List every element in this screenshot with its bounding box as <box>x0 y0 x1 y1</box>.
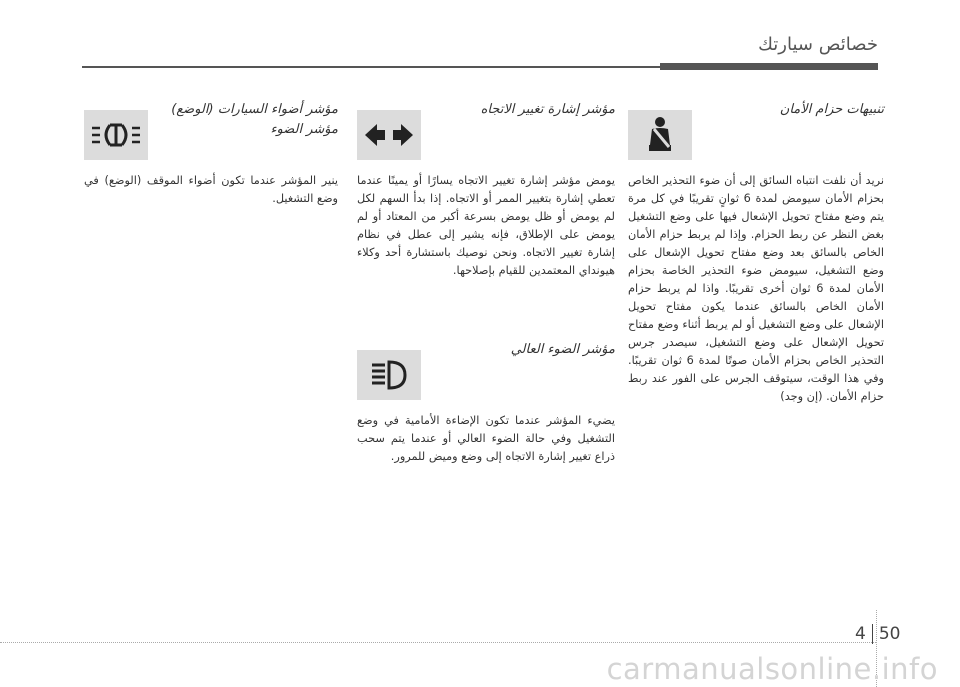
section-body: يضيء المؤشر عندما تكون الإضاءة الأمامية في وضع التشغيل وفي حالة الضوء العالي أو عندما يتم سحب ذراع تغيير إشارة الاتجاه إلى وضع وميض للمرور. <box>357 414 615 463</box>
section-title: تنبيهات حزام الأمان <box>779 102 884 117</box>
section-body: ينير المؤشر عندما تكون أضواء الموقف (الوضع) في وضع التشغيل. <box>84 174 338 205</box>
section-body: يومض مؤشر إشارة تغيير الاتجاه يسارًا أو يمينًا عندما تعطي إشارة بتغيير الممر أو الاتجاه. إذا بدأ السهم لكل لم يومض أو ظل يومض بسرعة أكبر من المعتاد أو لم يومض على الإطلاق، فإنه يشير إلى عطل في نظام إشارة تغيير الاتجاه. ونحن نوصيك باستشارة أحد وكلاء هيونداي المعتمدين للقيام بإصلاحها. <box>357 174 615 277</box>
watermark: carmanualsonline.info <box>606 652 938 686</box>
page-number-separator <box>872 624 873 644</box>
section-subtitle: مؤشر الضوء <box>270 122 338 137</box>
page-number <box>855 624 900 644</box>
page-number-value: 50 <box>878 624 901 644</box>
footer-dotted-line <box>0 642 876 643</box>
header-accent-bar <box>660 63 878 70</box>
high-beam-icon <box>357 350 421 400</box>
parking-lights-icon <box>84 110 148 160</box>
seatbelt-warning-icon <box>628 110 692 160</box>
section-high-beam <box>357 340 615 466</box>
section-title: مؤشر أضواء السيارات (الوضع) <box>171 102 338 117</box>
section-column-middle <box>357 100 615 463</box>
chapter-number: 4 <box>855 624 866 644</box>
section-turn-signal <box>357 100 615 280</box>
page-header-title: خصائص سيارتك <box>758 34 878 55</box>
turn-signal-arrows-icon <box>357 110 421 160</box>
section-body: نريد أن نلفت انتباه السائق إلى أن ضوء التحذير الخاص بحزام الأمان سيومض لمدة 6 ثوانٍ تقريبًا في كل مرة يتم وضع مفتاح تحويل الإشعال فيها على وضع التشغيل بغض النظر عن ربط الحزام. وإذا لم يربط حزام الأمان الخاص بالسائق بعد وضع مفتاح تحويل الإشعال على وضع التشغيل، سيومض ضوء التحذير الخاصة بحزام الأمان لمدة 6 ثوان أخرى تقريبًا. واذا لم يربط حزام الأمان الخاص بالسائق عندما يكون مفتاح تحويل الإشعال على وضع التشغيل أو لم يربط أثناء وضع مفتاح تحويل الإشعال على وضع التشغيل، سيصدر جرس التحذير الخاص بحزام الأمان صوتًا لمدة 6 ثوان تقريبًا. وفي هذا الوقت، سيتوقف الجرس على الفور عند ربط حزام الأمان. (إن وجد) <box>628 174 884 403</box>
section-parking-lights <box>84 100 338 208</box>
section-title: مؤشر إشارة تغيير الاتجاه <box>480 102 615 117</box>
section-seatbelt <box>628 100 884 406</box>
section-title: مؤشر الضوء العالي <box>510 342 615 357</box>
